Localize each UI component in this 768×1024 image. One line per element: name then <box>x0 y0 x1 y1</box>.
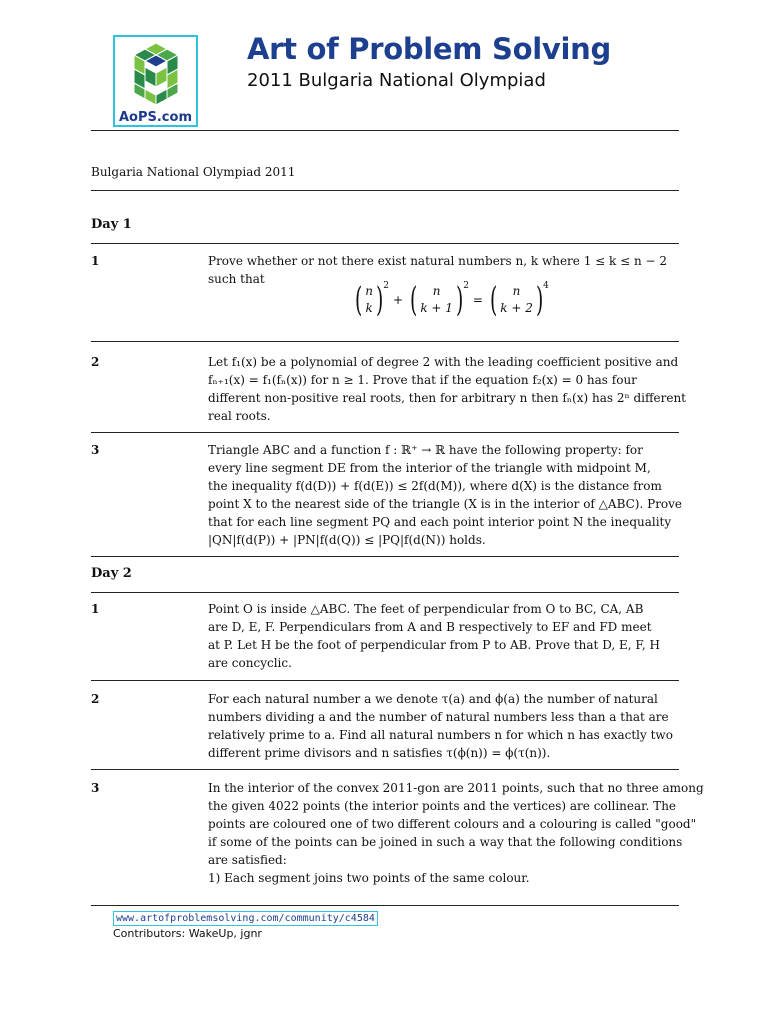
problem-line: that for each line segment PQ and each point interior point N the inequality <box>208 515 672 529</box>
problem-number: 1 <box>91 254 100 268</box>
equals-sign: = <box>472 293 483 307</box>
problem-line: different non-positive real roots, then for arbitrary n then fₙ(x) has 2ⁿ different <box>208 391 686 405</box>
binomial-top: n <box>365 284 373 298</box>
problem-line: For each natural number a we denote τ(a) and ϕ(a) the number of natural <box>208 692 658 706</box>
problem-text <box>208 779 704 887</box>
divider <box>91 680 679 681</box>
divider <box>91 432 679 433</box>
day-1-heading: Day 1 <box>91 217 132 232</box>
contest-name: Bulgaria National Olympiad 2011 <box>91 165 296 179</box>
binomial-top: n <box>432 284 441 298</box>
divider <box>91 341 679 342</box>
problem-line: such that <box>208 272 265 286</box>
problem-line: every line segment DE from the interior of the triangle with midpoint M, <box>208 461 651 475</box>
exponent: 2 <box>383 281 389 291</box>
problem-line: 1) Each segment joins two points of the same colour. <box>208 871 530 885</box>
exponent: 2 <box>463 281 469 291</box>
aops-logo[interactable] <box>113 35 198 127</box>
problem-line: the given 4022 points (the interior points and the vertices) are collinear. The <box>208 799 677 813</box>
contest-subtitle: 2011 Bulgaria National Olympiad <box>247 70 546 91</box>
problem-line: Triangle ABC and a function f : ℝ⁺ → ℝ have the following property: for <box>208 443 643 457</box>
problem-number: 3 <box>91 443 100 457</box>
contributors: Contributors: WakeUp, jgnr <box>113 927 262 940</box>
problem-text <box>208 690 678 762</box>
day-2-heading: Day 2 <box>91 566 132 581</box>
problem-line: Let f₁(x) be a polynomial of degree 2 with the leading coefficient positive and <box>208 355 679 369</box>
problem-text <box>208 353 686 425</box>
problem-line: point X to the nearest side of the triangle (X is in the interior of △ABC). Prove <box>208 497 683 511</box>
logo-text: AoPS.com <box>118 110 192 125</box>
footer-divider <box>91 905 679 906</box>
problem-line: are satisfied: <box>208 853 287 867</box>
problem-line: relatively prime to a. Find all natural numbers n for which n has exactly two <box>208 728 673 742</box>
problem-number: 2 <box>91 692 100 706</box>
problem-number: 1 <box>91 602 100 616</box>
community-link[interactable]: www.artofproblemsolving.com/community/c4584 <box>113 911 378 926</box>
binomial-bottom: k <box>365 301 373 315</box>
divider <box>91 556 679 557</box>
divider <box>91 769 679 770</box>
binomial-bottom: k + 2 <box>500 301 533 315</box>
problem-text <box>208 441 683 549</box>
binomial: ( n k ) 2 <box>354 280 389 320</box>
problem-line: Point O is inside △ABC. The feet of perpendicular from O to BC, CA, AB <box>208 602 644 616</box>
site-title: Art of Problem Solving <box>247 32 611 66</box>
plus-sign: + <box>393 293 404 307</box>
problem-number: 2 <box>91 355 100 369</box>
divider <box>91 592 679 593</box>
binomial-bottom: k + 1 <box>420 301 453 315</box>
problem-line: if some of the points can be joined in such a way that the following conditions <box>208 835 683 849</box>
problem-equation <box>352 280 549 320</box>
problem-number: 3 <box>91 781 100 795</box>
binomial: ( n k + 1 ) 2 <box>410 280 469 320</box>
problem-line: are concyclic. <box>208 656 292 670</box>
binomial-top: n <box>512 284 521 298</box>
problem-line: different prime divisors and n satisfies τ(ϕ(n)) = ϕ(τ(n)). <box>208 746 551 760</box>
problem-line: points are coloured one of two different colours and a colouring is called "good" <box>208 817 697 831</box>
problem-line: numbers dividing a and the number of natural numbers less than a that are <box>208 710 669 724</box>
problem-line: In the interior of the convex 2011-gon are 2011 points, such that no three among <box>208 781 704 795</box>
problem-text <box>208 600 678 672</box>
problem-line: real roots. <box>208 409 271 423</box>
problem-line: are D, E, F. Perpendiculars from A and B respectively to EF and FD meet <box>208 620 652 634</box>
problem-line: at P. Let H be the foot of perpendicular from P to AB. Prove that D, E, F, H <box>208 638 660 652</box>
divider <box>91 190 679 191</box>
problem-line: fₙ₊₁(x) = f₁(fₙ(x)) for n ≥ 1. Prove that if the equation f₂(x) = 0 has four <box>208 373 637 387</box>
problem-line: Prove whether or not there exist natural numbers n, k where 1 ≤ k ≤ n − 2 <box>208 254 668 268</box>
cube-logo-icon <box>123 41 189 107</box>
binomial: ( n k + 2 ) 4 <box>489 280 549 320</box>
header-divider <box>91 130 679 131</box>
problem-line: the inequality f(d(D)) + f(d(E)) ≤ 2f(d(M)), where d(X) is the distance from <box>208 479 662 493</box>
divider <box>91 243 679 244</box>
exponent: 4 <box>543 281 549 291</box>
problem-line: |QN|f(d(P)) + |PN|f(d(Q)) ≤ |PQ|f(d(N)) holds. <box>208 533 486 547</box>
